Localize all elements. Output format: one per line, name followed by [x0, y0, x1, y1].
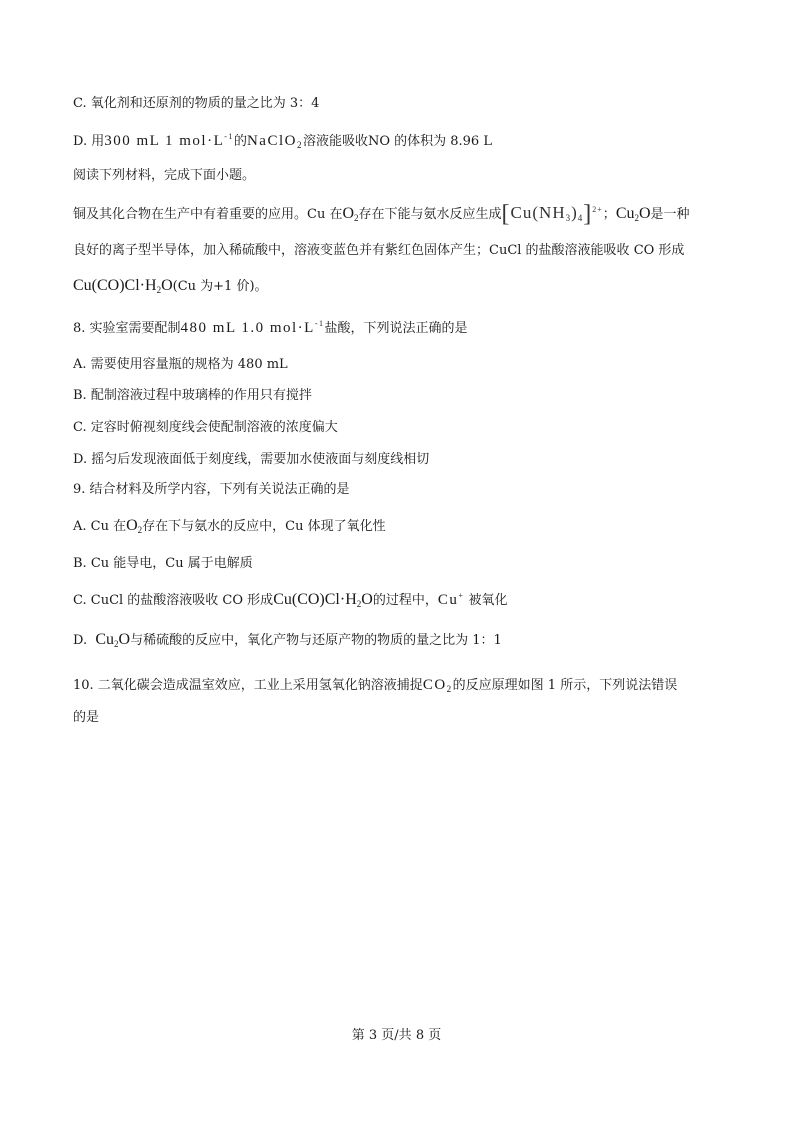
option-text: 的过程中，	[372, 593, 438, 608]
question-text: 的反应原理如图 1 所示，下列说法错误	[452, 678, 678, 693]
complex-ligand: NH	[539, 203, 566, 222]
question-7-option-d	[73, 131, 733, 152]
option-text: 与稀硫酸的反应中，氧化产物与还原产物的物质的量之比为 1：1	[130, 633, 502, 648]
question-9-option-b	[73, 554, 733, 574]
formula-text: Cu	[437, 592, 459, 608]
formula-subscript: 2	[356, 599, 362, 609]
ion-charge: +	[458, 591, 465, 600]
concentration	[181, 320, 325, 336]
option-text: C. 定容时俯视刻度线会使配制溶液的浓度偏大	[73, 420, 338, 435]
formula-subscript: 2	[296, 140, 303, 150]
formula-subscript: 2	[114, 639, 119, 649]
question-text: 的是	[73, 710, 100, 725]
formula-text: O	[361, 591, 373, 608]
ligand-subscript: 3	[565, 213, 572, 223]
paragraph-text: (Cu 为+1 价)。	[172, 279, 268, 294]
paragraph-text: 存在下能与氨水反应生成	[358, 207, 502, 222]
formula-text: O	[638, 205, 651, 222]
formula-o2	[342, 205, 358, 222]
concentration-exponent: -1	[314, 319, 325, 328]
complex-subscript: 4	[577, 213, 584, 223]
intro-text: 阅读下列材料，完成下面小题。	[73, 168, 256, 183]
option-text: C. CuCl 的盐酸溶液吸收 CO 形成	[73, 593, 274, 608]
material-paragraph-line-1	[73, 203, 733, 225]
paragraph-text: 是一种	[650, 207, 690, 222]
formula-subscript: 2	[156, 285, 162, 295]
page-number: 第 3 页/共 8 页	[351, 1028, 442, 1043]
formula-text: O	[118, 631, 131, 648]
paragraph-text: ；	[602, 207, 616, 222]
question-9-option-a	[73, 516, 733, 537]
question-8-option-d	[73, 450, 733, 470]
question-8-option-c	[73, 418, 733, 438]
material-intro	[73, 166, 733, 186]
option-text: A. Cu 在	[73, 519, 127, 534]
option-text: D. 摇匀后发现液面低于刻度线，需要加水使液面与刻度线相切	[73, 452, 430, 467]
material-paragraph-line-3	[73, 276, 733, 297]
option-text: 存在下与氨水的反应中，Cu 体现了氧化性	[142, 519, 386, 534]
concentration-text: 480 mL 1.0 mol·L	[180, 320, 315, 336]
formula-o2	[126, 517, 142, 534]
formula-cu-ion	[438, 592, 465, 608]
formula-subscript: 2	[446, 684, 453, 694]
question-text: 10. 二氧化碳会造成温室效应，工业上采用氢氧化钠溶液捕捉	[73, 678, 423, 693]
option-text: B. 配制溶液过程中玻璃棒的作用只有搅拌	[73, 388, 312, 403]
formula-copper-ammine-complex: $[Cu(NH_3)_4]^{2+}$	[501, 201, 603, 227]
question-10-stem-line-1	[73, 675, 733, 696]
question-9-option-d	[73, 630, 733, 651]
question-8-option-b	[73, 386, 733, 406]
concentration-exponent: -1	[224, 132, 234, 141]
question-10-stem-line-2	[73, 708, 733, 728]
question-9-stem	[73, 480, 733, 500]
material-paragraph-line-2	[73, 241, 733, 261]
complex-metal: Cu	[510, 203, 533, 222]
option-label: D. 用	[73, 134, 105, 149]
option-text: C. 氧化剂和还原剂的物质的量之比为 3：4	[73, 96, 320, 111]
option-text: A. 需要使用容量瓶的规格为 480 mL	[73, 357, 288, 372]
option-text-suffix: 溶液能吸收NO 的体积为 8.96 L	[302, 134, 492, 149]
concentration-text: 300 mL 1 mol·L	[104, 133, 225, 149]
formula-naclo2	[247, 133, 303, 149]
formula-text: Cu	[95, 631, 115, 648]
complex-charge: 2+	[592, 205, 603, 214]
option-text-mid: 的	[233, 134, 247, 149]
paragraph-text: 良好的离子型半导体，加入稀硫酸中，溶液变蓝色并有紫红色固体产生；CuCl 的盐酸溶液能吸收 CO 形成	[73, 243, 685, 258]
formula-subscript: 2	[634, 213, 639, 223]
concentration	[104, 133, 234, 149]
formula-cu2o	[616, 205, 651, 222]
formula-text: CO	[422, 677, 447, 693]
formula-subscript: 2	[137, 525, 143, 535]
formula-text: Cu(CO)Cl·H	[73, 277, 157, 294]
formula-text: O	[126, 517, 138, 534]
question-text: 9. 结合材料及所学内容，下列有关说法正确的是	[73, 482, 350, 497]
formula-text: NaClO	[246, 133, 297, 149]
formula-text: O	[342, 205, 355, 222]
formula-text: Cu	[615, 205, 635, 222]
formula-co2	[423, 677, 453, 693]
formula-text: Cu(CO)Cl·H	[273, 591, 357, 608]
paragraph-text: 铜及其化合物在生产中有着重要的应用。Cu 在	[73, 207, 343, 222]
question-text: 8. 实验室需要配制	[73, 321, 181, 336]
formula-subscript: 2	[354, 213, 359, 223]
question-9-option-c	[73, 590, 733, 611]
formula-cu2o	[95, 631, 130, 648]
question-text: 盐酸，下列说法正确的是	[324, 321, 468, 336]
option-text: 被氧化	[468, 593, 508, 608]
option-text: B. Cu 能导电，Cu 属于电解质	[73, 556, 253, 571]
option-label: D.	[73, 633, 88, 648]
formula-cu-co-cl-h2o	[273, 591, 373, 608]
question-8-stem	[73, 318, 733, 339]
question-7-option-c	[73, 94, 733, 114]
page-footer	[0, 1024, 793, 1043]
question-8-option-a	[73, 355, 733, 375]
formula-cu-co-cl-h2o	[73, 277, 173, 294]
formula-text: O	[161, 277, 173, 294]
